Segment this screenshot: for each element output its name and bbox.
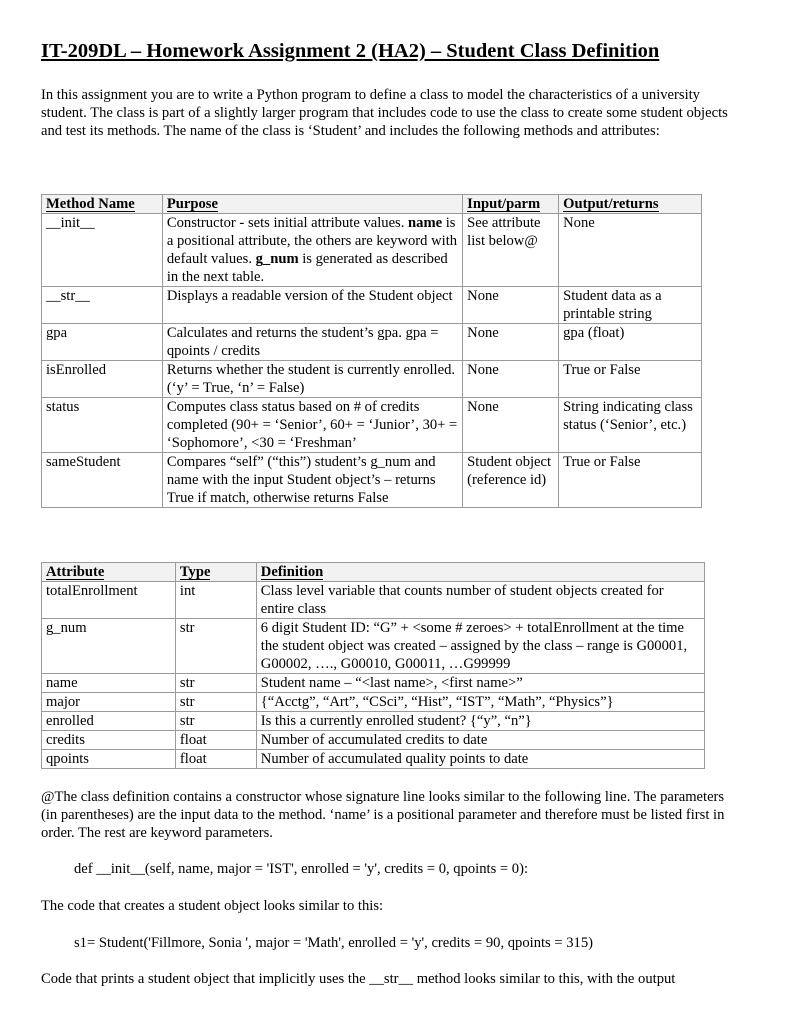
method-output-cell: String indicating class status (‘Senior’, etc.)	[559, 398, 702, 453]
method-output-cell: Student data as a printable string	[559, 287, 702, 324]
attribute-name-cell: credits	[42, 731, 176, 750]
attribute-type-cell: str	[175, 619, 256, 674]
attribute-definition-cell: Student name – “<last name>, <first name>”	[256, 674, 704, 693]
table-row	[42, 214, 702, 287]
methods-header-cell: Method Name	[42, 195, 163, 214]
methods-table	[41, 194, 702, 508]
method-purpose-cell: Returns whether the student is currently enrolled. (‘y’ = True, ‘n’ = False)	[162, 361, 462, 398]
attribute-definition-cell: Class level variable that counts number of student objects created for entire class	[256, 582, 704, 619]
attribute-type-cell: float	[175, 750, 256, 769]
constructor-signature-code: def __init__(self, name, major = 'IST', enrolled = 'y', credits = 0, qpoints = 0):	[74, 861, 529, 877]
method-name-cell: sameStudent	[42, 453, 163, 508]
method-input-cell: None	[463, 287, 559, 324]
attribute-type-cell: str	[175, 712, 256, 731]
table-row	[42, 361, 702, 398]
method-output-cell: gpa (float)	[559, 324, 702, 361]
attributes-header-cell: Definition	[256, 563, 704, 582]
attribute-type-cell: float	[175, 731, 256, 750]
table-row	[42, 398, 702, 453]
attributes-header-cell: Type	[175, 563, 256, 582]
table-row	[42, 324, 702, 361]
methods-header-cell: Output/returns	[559, 195, 702, 214]
intro-paragraph: In this assignment you are to write a Python program to define a class to model the characteristics of a university student. The class is part of a slightly larger program that includes code to use the class to create some student objects and test its methods. The name of the class is ‘Student’ and includes the following methods and attributes:	[41, 87, 728, 139]
method-purpose-cell: Computes class status based on # of credits completed (90+ = ‘Senior’, 60+ = ‘Junior’, 30+ = ‘Sophomore’, <30 = ‘Freshman’	[162, 398, 462, 453]
attribute-definition-cell: {“Acctg”, “Art”, “CSci”, “Hist”, “IST”, “Math”, “Physics”}	[256, 693, 704, 712]
attribute-name-cell: g_num	[42, 619, 176, 674]
attribute-definition-cell: Number of accumulated quality points to date	[256, 750, 704, 769]
table-row	[42, 712, 705, 731]
method-output-cell: True or False	[559, 453, 702, 508]
table-row	[42, 453, 702, 508]
method-purpose-cell: Constructor - sets initial attribute values. name is a positional attribute, the others are keyword with default values. g_num is generated as described in the next table.	[162, 214, 462, 287]
method-name-cell: isEnrolled	[42, 361, 163, 398]
table-row	[42, 750, 705, 769]
methods-header-row	[42, 195, 702, 214]
method-name-cell: gpa	[42, 324, 163, 361]
attribute-definition-cell: Is this a currently enrolled student? {“y”, “n”}	[256, 712, 704, 731]
attribute-name-cell: qpoints	[42, 750, 176, 769]
attribute-type-cell: str	[175, 674, 256, 693]
create-object-code: s1= Student('Fillmore, Sonia ', major = 'Math', enrolled = 'y', credits = 90, qpoints = 315)	[74, 935, 594, 951]
table-row	[42, 619, 705, 674]
table-row	[42, 287, 702, 324]
method-input-cell: None	[463, 398, 559, 453]
method-purpose-cell: Displays a readable version of the Student object	[162, 287, 462, 324]
method-purpose-cell: Calculates and returns the student’s gpa. gpa = qpoints / credits	[162, 324, 462, 361]
table-row	[42, 693, 705, 712]
method-name-cell: __str__	[42, 287, 163, 324]
attribute-type-cell: int	[175, 582, 256, 619]
attribute-name-cell: totalEnrollment	[42, 582, 176, 619]
method-input-cell: Student object (reference id)	[463, 453, 559, 508]
attribute-name-cell: major	[42, 693, 176, 712]
method-input-cell: None	[463, 361, 559, 398]
attributes-table	[41, 562, 705, 769]
methods-header-cell: Input/parm	[463, 195, 559, 214]
method-input-cell: See attribute list below@	[463, 214, 559, 287]
method-name-cell: __init__	[42, 214, 163, 287]
attributes-header-cell: Attribute	[42, 563, 176, 582]
method-name-cell: status	[42, 398, 163, 453]
page-title: IT-209DL – Homework Assignment 2 (HA2) – Student Class Definition	[41, 40, 660, 62]
methods-header-cell: Purpose	[162, 195, 462, 214]
table-row	[42, 731, 705, 750]
method-purpose-cell: Compares “self” (“this”) student’s g_num and name with the input Student object’s – returns True if match, otherwise returns False	[162, 453, 462, 508]
attributes-header-row	[42, 563, 705, 582]
method-input-cell: None	[463, 324, 559, 361]
constructor-note: @The class definition contains a constructor whose signature line looks similar to the following line. The parameters (in parentheses) are the input data to the method. ‘name’ is a positional parameter and therefore must be listed first in order. The rest are keyword parameters.	[41, 789, 725, 841]
create-object-note: The code that creates a student object looks similar to this:	[41, 898, 384, 914]
table-row	[42, 582, 705, 619]
attribute-name-cell: name	[42, 674, 176, 693]
attribute-definition-cell: Number of accumulated credits to date	[256, 731, 704, 750]
table-row	[42, 674, 705, 693]
attribute-definition-cell: 6 digit Student ID: “G” + <some # zeroes> + totalEnrollment at the time the student object was created – assigned by the class – range is G00001, G00002, …., G00010, G00011, …G99999	[256, 619, 704, 674]
print-object-note: Code that prints a student object that implicitly uses the __str__ method looks similar to this, with the output	[41, 971, 676, 987]
method-output-cell: True or False	[559, 361, 702, 398]
attribute-name-cell: enrolled	[42, 712, 176, 731]
attribute-type-cell: str	[175, 693, 256, 712]
method-output-cell: None	[559, 214, 702, 287]
